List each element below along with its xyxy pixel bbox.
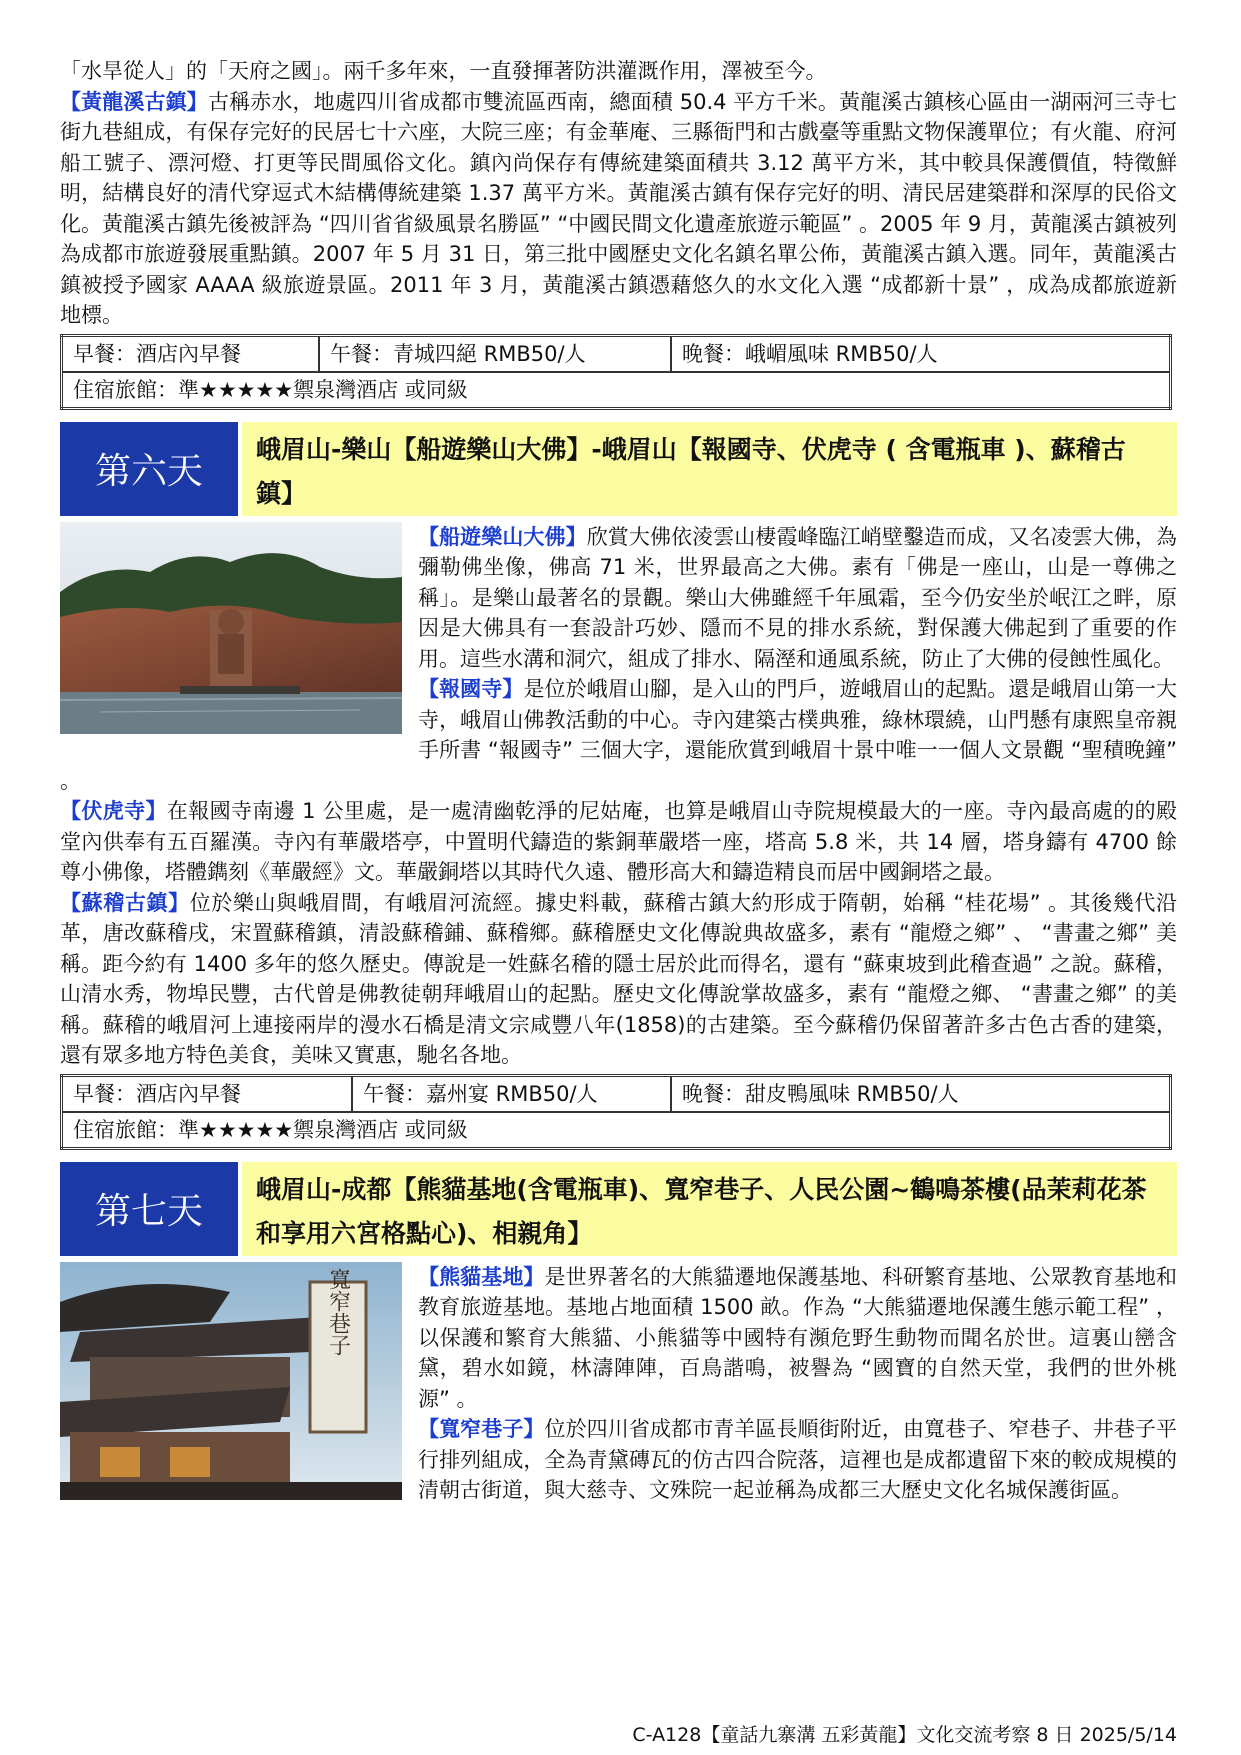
meal-table-day6 bbox=[60, 1074, 1172, 1150]
hotel-cell: 住宿旅館：準★★★★★禦泉灣酒店 或同級 bbox=[62, 372, 1171, 409]
breakfast-cell: 早餐：酒店內早餐 bbox=[62, 1075, 353, 1112]
huanglong-text: 古稱赤水，地處四川省成都市雙流區西南，總面積 50.4 平方千米。黃龍溪古鎮核心區由一湖兩河三寺七街九巷組成，有保存完好的民居七十六座，大院三座；有金華庵、三縣衙門和古戲臺等重點文物保護單位；有火龍、府河船工號子、漂河燈、打更等民間風俗文化。鎮內尚保存有傳統建築面積共 3.12 萬平方米，其中較具保護價值，特徵鮮明，結構良好的清代穿逗式木結構傳統建築 1.37 萬平方米。黃龍溪古鎮有保存完好的明、清民居建築群和深厚的民俗文化。黃龍溪古鎮先後被評為 “四川省省級風景名勝區” “中國民間文化遺產旅遊示範區” 。2005 年 9 月，黃龍溪古鎮被列為成都市旅遊發展重點鎮。2007 年 5 月 31 日，第三批中國歷史文化名鎮名單公佈，黃龍溪古鎮入選。同年，黃龍溪古鎮被授予國家 AAAA 級旅遊景區。2011 年 3 月，黃龍溪古鎮憑藉悠久的水文化入選 “成都新十景” ，成為成都旅遊新地標。 bbox=[60, 89, 1178, 327]
hotel-cell: 住宿旅館：準★★★★★禦泉灣酒店 或同級 bbox=[62, 1112, 1171, 1149]
day7-title: 峨眉山-成都【熊貓基地(含電瓶車)、寬窄巷子、人民公園~鶴鳴茶樓(品茉莉花茶和享用六宮格點心)、相親角】 bbox=[242, 1162, 1177, 1256]
dafo-text: 欣賞大佛依淩雲山棲霞峰臨江峭壁鑿造而成，又名凌雲大佛，為彌勒佛坐像，佛高 71 米，世界最高之大佛。素有「佛是一座山，山是一尊佛之稱」。是樂山最著名的景觀。樂山大佛雖經千年風霜，至今仍安坐於岷江之畔，原因是大佛具有一套設計巧妙、隱而不見的排水系統，對保護大佛起到了重要的作用。這些水溝和洞穴，組成了排水、隔溼和通風系統，防止了大佛的侵蝕性風化。 bbox=[418, 524, 1177, 671]
fuhu-tag: 【伏虎寺】 bbox=[60, 799, 167, 823]
day6-label: 第六天 bbox=[60, 422, 238, 516]
fuhu-paragraph bbox=[60, 796, 1177, 888]
lunch-cell: 午餐：嘉州宴 RMB50/人 bbox=[352, 1075, 671, 1112]
leshan-buddha-photo bbox=[60, 522, 402, 734]
baoguo-text: 是位於峨眉山腳，是入山的門戶，遊峨眉山的起點。還是峨眉山第一大寺，峨眉山佛教活動的中心。寺內建築古樸典雅，綠林環繞，山門懸有康熙皇帝親手所書 “報國寺” 三個大字，還能欣賞到峨眉十景中唯一一個人文景觀 “聖積晚鐘” 。 bbox=[60, 677, 1178, 793]
lunch-cell: 午餐：青城四絕 RMB50/人 bbox=[319, 335, 671, 372]
day7-header bbox=[60, 1162, 1177, 1256]
day6-header bbox=[60, 422, 1177, 516]
suji-paragraph bbox=[60, 888, 1177, 1071]
alley-sign: 寬窄巷子 bbox=[325, 1267, 351, 1356]
suji-tag: 【蘇稽古鎮】 bbox=[60, 890, 190, 915]
kuanzhai-text: 位於四川省成都市青羊區長順街附近，由寬巷子、窄巷子、井巷子平行排列組成，全為青黛磚瓦的仿古四合院落，這裡也是成都遺留下來的較成規模的清朝古街道，與大慈寺、文殊院一起並稱為成都三大歷史文化名城保護街區。 bbox=[418, 1417, 1177, 1502]
intro-line: 「水旱從人」的「天府之國」。兩千多年來，一直發揮著防洪灌溉作用，澤被至今。 bbox=[60, 59, 827, 83]
dinner-cell: 晚餐：峨嵋風味 RMB50/人 bbox=[671, 335, 1171, 372]
kuanzhai-alley-photo bbox=[60, 1262, 402, 1500]
day7-label: 第七天 bbox=[60, 1162, 238, 1256]
dinner-cell: 晚餐：甜皮鴨風味 RMB50/人 bbox=[671, 1075, 1171, 1112]
panda-tag: 【熊貓基地】 bbox=[418, 1264, 545, 1289]
meal-table-day5 bbox=[60, 334, 1172, 410]
kuanzhai-tag: 【寬窄巷子】 bbox=[418, 1417, 545, 1441]
suji-text: 位於樂山與峨眉間，有峨眉河流經。據史料載，蘇稽古鎮大約形成于隋朝，始稱 “桂花場” 。其後幾代沿革，唐改蘇稽戌，宋置蘇稽鎮，清設蘇稽鋪、蘇稽鄉。蘇稽歷史文化傳說典故盛多，素有 “龍燈之鄉” 、 “書畫之鄉” 美稱。距今約有 1400 多年的悠久歷史。傳說是一姓蘇名稽的隱士居於此而得名，還有 “蘇東坡到此稽查過” 之說。蘇稽，山清水秀，物埠民豐，古代曾是佛教徒朝拜峨眉山的起點。歷史文化傳說掌故盛多，素有 “龍燈之鄉、 “書畫之鄉” 的美稱。蘇稽的峨眉河上連接兩岸的漫水石橋是清文宗咸豐八年(1858)的古建築。至今蘇稽仍保留著許多古色古香的建築，還有眾多地方特色美食，美味又實惠，馳名各地。 bbox=[60, 890, 1178, 1067]
day7-section bbox=[60, 1262, 1177, 1506]
breakfast-cell: 早餐：酒店內早餐 bbox=[62, 335, 320, 372]
panda-text: 是世界著名的大熊貓遷地保護基地、科研繁育基地、公眾教育基地和教育旅遊基地。基地占地面積 1500 畝。作為 “大熊貓遷地保護生態示範工程” ，以保護和繁育大熊貓、小熊貓等中國特有瀕危野生動物而聞名於世。這裏山巒含黛，碧水如鏡，林濤陣陣，百鳥諧鳴，被譽為 “國寶的自然天堂，我們的世外桃源” 。 bbox=[418, 1264, 1177, 1411]
baoguo-tag: 【報國寺】 bbox=[418, 677, 524, 701]
fuhu-text: 在報國寺南邊 1 公里處，是一處清幽乾淨的尼姑庵，也算是峨眉山寺院規模最大的一座。寺內最高處的的殿堂內供奉有五百羅漢。寺內有華嚴塔亭，中置明代鑄造的紫銅華嚴塔一座，塔高 5.8 米，共 14 層，塔身鑄有 4700 餘尊小佛像，塔體鐫刻《華嚴經》文。華嚴銅塔以其時代久遠、體形高大和鑄造精良而居中國銅塔之最。 bbox=[60, 799, 1177, 884]
page-footer: C-A128【童話九寨溝 五彩黃龍】文化交流考察 8 日 2025/5/14 bbox=[632, 1724, 1177, 1746]
day6-title: 峨眉山-樂山【船遊樂山大佛】-峨眉山【報國寺、伏虎寺 ( 含電瓶車 )、蘇稽古鎮】 bbox=[242, 422, 1177, 516]
day6-section bbox=[60, 522, 1177, 1071]
huanglong-tag: 【黃龍溪古鎮】 bbox=[60, 89, 208, 114]
dafo-tag: 【船遊樂山大佛】 bbox=[418, 524, 587, 549]
huanglong-paragraph bbox=[60, 87, 1177, 331]
document-page bbox=[60, 56, 1177, 1506]
